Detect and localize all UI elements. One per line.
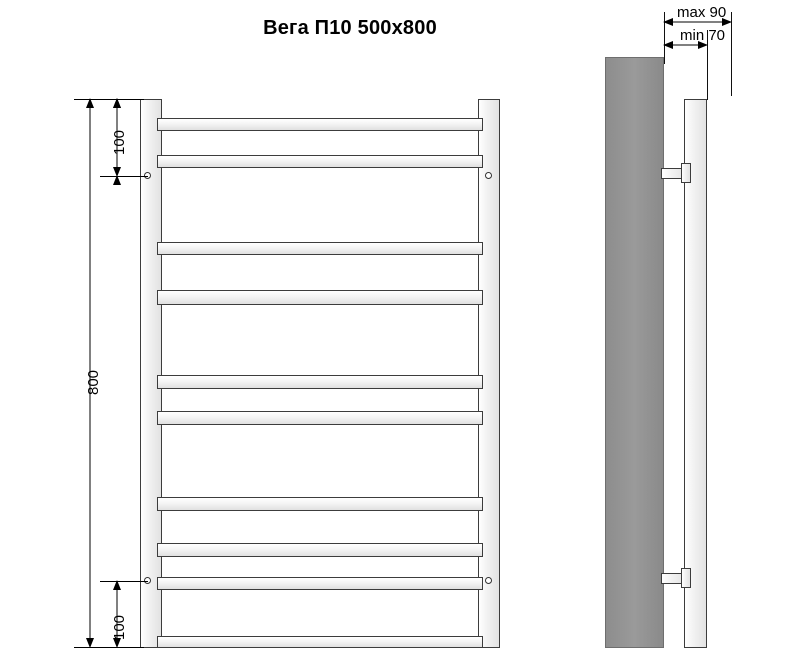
side-wall <box>605 57 664 648</box>
front-rung <box>157 543 483 557</box>
page-title: Вега П10 500x800 <box>263 17 437 39</box>
witness-line-hole-top <box>100 176 148 177</box>
front-rung <box>157 290 483 305</box>
front-rung <box>157 155 483 168</box>
dim-label-max-offset: max 90 <box>677 4 727 21</box>
front-rung <box>157 118 483 131</box>
witness-line-post-outer <box>731 12 732 96</box>
front-rung <box>157 497 483 511</box>
witness-line-hole-bottom <box>100 581 148 582</box>
mount-hole <box>485 172 492 179</box>
mount-hole <box>485 577 492 584</box>
side-bracket-cap <box>681 568 691 588</box>
dim-label-top-gap: 100 <box>111 129 128 155</box>
front-right-post <box>478 99 500 648</box>
front-left-post <box>140 99 162 648</box>
dim-label-bottom-gap: 100 <box>111 614 128 640</box>
front-rung <box>157 242 483 255</box>
front-rung <box>157 577 483 590</box>
front-rung <box>157 636 483 648</box>
witness-line-wall-face <box>664 12 665 64</box>
dim-label-min-offset: min 70 <box>680 27 726 44</box>
side-bracket-cap <box>681 163 691 183</box>
dim-label-overall-height: 800 <box>85 369 102 395</box>
front-rung <box>157 411 483 425</box>
witness-line-top <box>74 99 144 100</box>
front-rung <box>157 375 483 389</box>
